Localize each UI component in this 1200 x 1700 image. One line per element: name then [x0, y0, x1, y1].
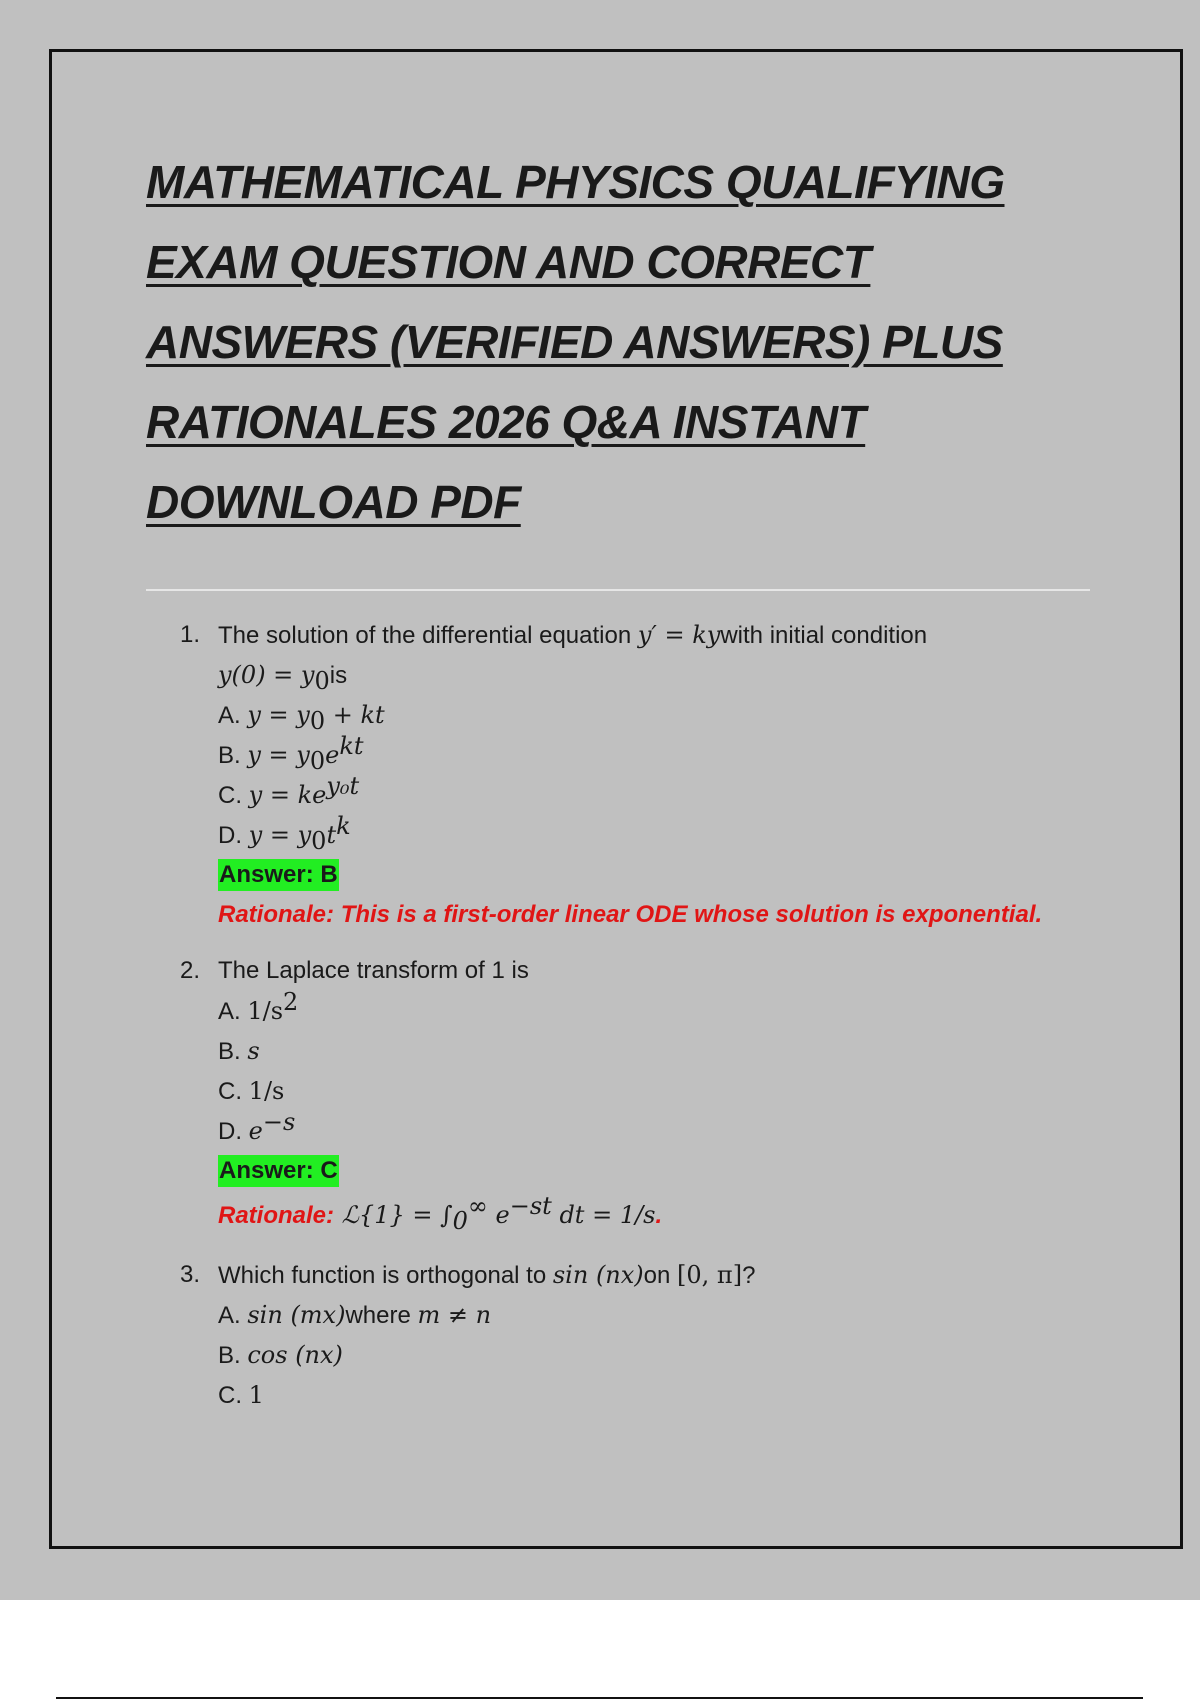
option-d: D. $e^{-s}$ [218, 1108, 296, 1145]
option-c: C. 1/s [218, 1077, 285, 1105]
option-c: C. 1 [218, 1381, 264, 1409]
question-list [180, 615, 1100, 1431]
question-number: 1. [180, 621, 201, 648]
title-line-1: MATHEMATICAL PHYSICS QUALIFYING [146, 156, 1005, 208]
question-number: 3. [180, 1261, 201, 1288]
question-stem: The Laplace transform of 1 is [218, 957, 529, 984]
title-divider [146, 589, 1090, 591]
document-title [146, 142, 1106, 542]
question-number: 2. [180, 957, 201, 984]
title-line-5: DOWNLOAD PDF [146, 476, 521, 528]
question-stem: The solution of the differential equation y′ = kywith initial condition [218, 621, 928, 649]
option-d: D. $y = y_0t^k$ [218, 812, 351, 855]
answer-badge: Answer: C [218, 1155, 339, 1187]
option-c: C. $y = ke^{y_0t}$ [218, 772, 360, 809]
title-line-2: EXAM QUESTION AND CORRECT [146, 236, 871, 288]
footer-rule [56, 1697, 1143, 1699]
title-line-3: ANSWERS (VERIFIED ANSWERS) PLUS [146, 316, 1003, 368]
option-a: A. sin (mx)where m ≠ n [218, 1301, 492, 1329]
question-3 [180, 1255, 1100, 1415]
option-a: A. $y = y_0$ + kt [218, 701, 385, 735]
question-1 [180, 615, 1100, 935]
question-2 [180, 951, 1100, 1239]
option-a: A. $1/s^2$ [218, 988, 299, 1025]
answer-badge: Answer: B [218, 859, 339, 891]
rationale: Rationale: This is a first-order linear ODE whose solution is exponential. [218, 901, 1043, 928]
option-b: B. s [218, 1037, 260, 1065]
rationale: Rationale: ℒ{1} = $\int_0^\infty$ $e^{-st}$ dt = 1/s. [218, 1192, 663, 1235]
option-b: B. $y = y_0e^{kt}$ [218, 732, 364, 775]
question-stem-continued: $y(0) = y_0is$ [218, 661, 348, 695]
option-b: B. cos (nx) [218, 1341, 343, 1369]
title-line-4: RATIONALES 2026 Q&A INSTANT [146, 396, 866, 448]
question-stem: Which function is orthogonal to sin (nx)on [0, π]? [218, 1261, 756, 1289]
